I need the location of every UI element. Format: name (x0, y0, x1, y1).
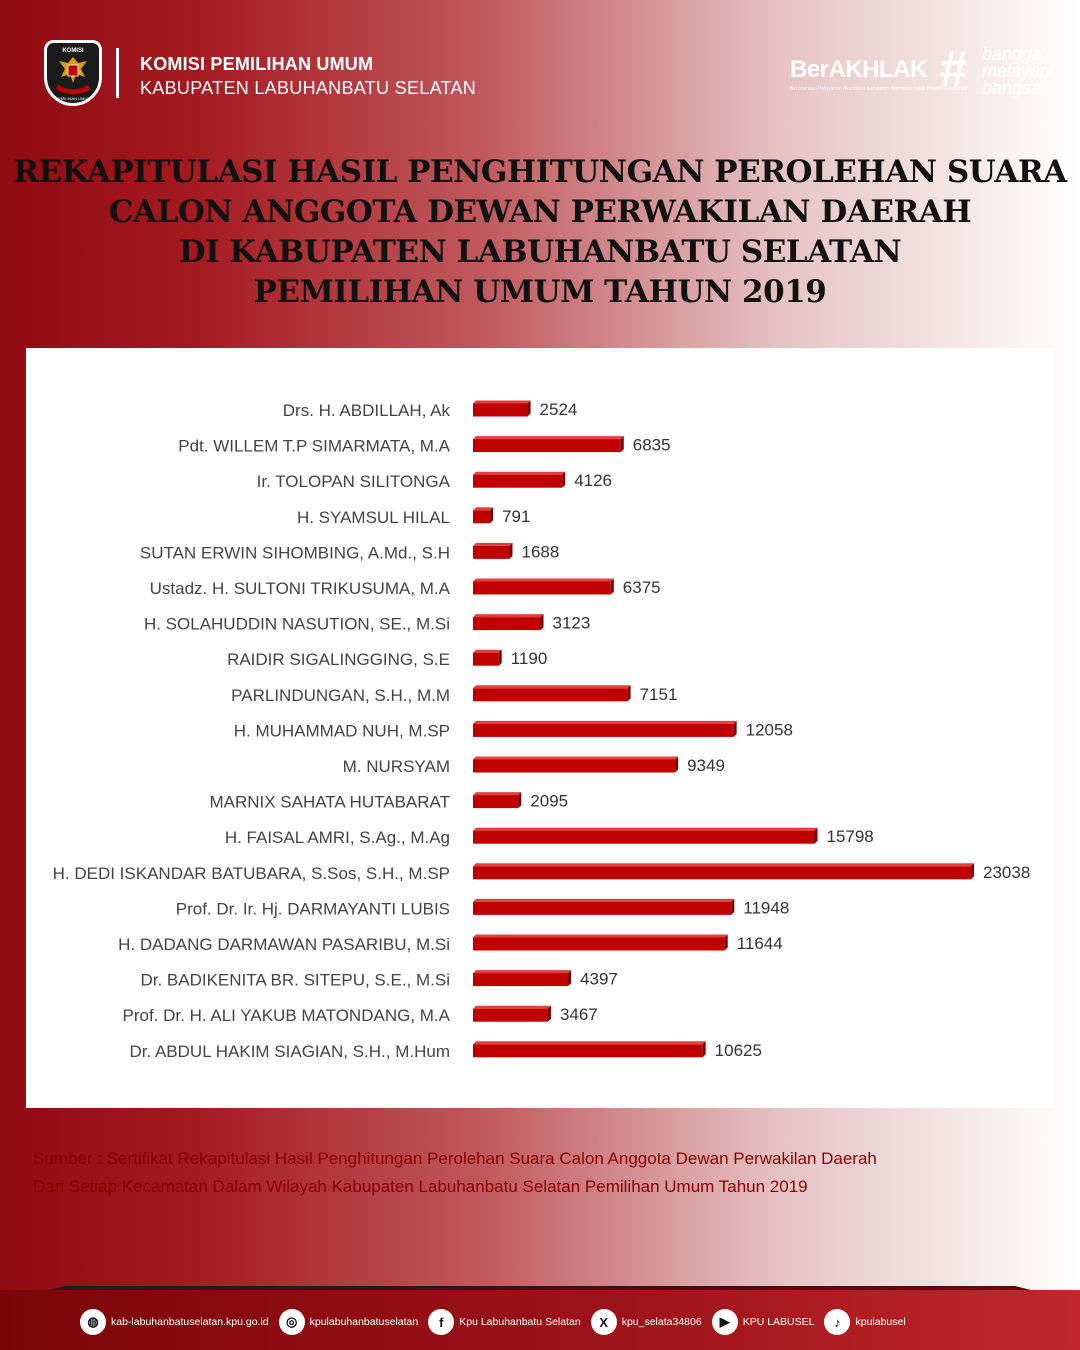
bar-top-face (473, 792, 521, 795)
page-title (0, 152, 1080, 312)
data-label: 11644 (736, 934, 783, 953)
bar-top-face (473, 685, 631, 688)
bar (473, 653, 499, 666)
category-label: H. SYAMSUL HILAL (296, 507, 450, 527)
category-label: H. MUHAMMAD NUH, M.SP (233, 721, 450, 741)
footer-links (80, 1306, 906, 1338)
tiktok-icon: ♪ (824, 1309, 850, 1335)
title-line-2: CALON ANGGOTA DEWAN PERWAKILAN DAERAH (108, 194, 972, 230)
bar (473, 724, 734, 737)
footer-link-label: KPU LABUSEL (742, 1316, 815, 1328)
instagram-icon: ◎ (279, 1309, 305, 1335)
source-line-1: Sumber : Sertifikat Rekapitulasi Hasil Penghitungan Perolehan Suara Calon Anggota Dewan Perwakilan Daerah (33, 1149, 877, 1168)
footer-link-label: Kpu Labuhanbatu Selatan (459, 1316, 581, 1328)
category-label: Pdt. WILLEM T.P SIMARMATA, M.A (178, 436, 450, 456)
bar-top-face (473, 1006, 551, 1009)
bar (473, 439, 621, 452)
org-subtitle: KABUPATEN LABUHANBATU SELATAN (140, 78, 477, 98)
category-label: Ustadz. H. SULTONI TRIKUSUMA, M.A (149, 579, 450, 598)
chart-panel (26, 348, 1054, 1108)
data-label: 3467 (559, 1005, 598, 1025)
bar-top-face (473, 650, 502, 653)
bar (473, 404, 528, 417)
category-label: Dr. BADIKENITA BR. SITEPU, S.E., M.Si (140, 970, 450, 990)
data-label: 15798 (826, 827, 874, 847)
category-label: Prof. Dr. Ir. Hj. DARMAYANTI LUBIS (175, 899, 450, 919)
bar-top-face (473, 757, 678, 760)
category-label: Dr. ABDUL HAKIM SIAGIAN, S.H., M.Hum (129, 1041, 450, 1061)
bangga-melayani-bangsa-slogan (982, 46, 1054, 97)
bar (473, 1009, 548, 1022)
category-label: MARNIX SAHATA HUTABARAT (209, 792, 450, 812)
bar (473, 973, 568, 986)
data-label: 6375 (622, 578, 661, 597)
footer-link-label: kpulabusel (855, 1316, 906, 1328)
title-line-4: PEMILIHAN UMUM TAHUN 2019 (253, 274, 827, 310)
data-label: 2524 (539, 400, 578, 419)
data-label: 791 (502, 506, 531, 526)
berakhlak-logo (790, 41, 1060, 104)
source-note (33, 1145, 1053, 1201)
data-label: 4126 (574, 471, 613, 491)
berakhlak-tagline: Berorientasi Pelayanan Akuntabel Kompeten Harmonis Loyal Adaptif Kolaboratif (790, 86, 968, 92)
bar-top-face (473, 935, 728, 938)
header (0, 0, 1080, 130)
footer-link-label: kpu_selata34806 (621, 1316, 702, 1328)
bar (473, 582, 611, 595)
bar (473, 510, 490, 523)
bar-top-face (473, 614, 544, 617)
garuda-emblem-icon (47, 43, 99, 103)
slogan-line-3: bangsa (982, 78, 1042, 98)
category-label: SUTAN ERWIN SIHOMBING, A.Md., S.H (139, 543, 450, 563)
bar-top-face (473, 472, 565, 475)
bar (473, 866, 971, 879)
bar (473, 546, 509, 559)
bar (473, 475, 562, 488)
bar-top-face (473, 543, 512, 546)
logo-text-top: KOMISI (62, 48, 84, 54)
bar (473, 760, 675, 773)
category-label: PARLINDUNGAN, S.H., M.M (231, 685, 450, 705)
x-icon: X (591, 1309, 617, 1335)
bar-top-face (473, 899, 734, 902)
bar-top-face (473, 1041, 706, 1044)
kpu-logo (44, 40, 102, 106)
category-label: Ir. TOLOPAN SILITONGA (256, 472, 450, 492)
data-label: 12058 (745, 720, 793, 740)
footer-link-label: kab-labuhanbatuselatan.kpu.go.id (111, 1316, 269, 1328)
bar-top-face (473, 721, 737, 724)
bar-chart (26, 348, 1054, 1108)
bar-top-face (473, 401, 531, 404)
source-line-2: Dari Setiap Kecamatan Dalam Wilayah Kabupaten Labuhanbatu Selatan Pemilihan Umum Tahun 2019 (33, 1177, 808, 1196)
data-label: 2095 (530, 791, 569, 811)
berakhlak-wordmark: BerAKHLAK (790, 56, 927, 83)
hashtag-icon: # (940, 41, 968, 97)
bar (473, 938, 725, 951)
category-label: H. DEDI ISKANDAR BATUBARA, S.Sos, S.H., M.SP (52, 863, 450, 883)
data-label: 4397 (580, 969, 618, 989)
data-label: 10625 (714, 1040, 762, 1060)
slogan-line-2: melayani (982, 61, 1055, 81)
data-label: 11948 (743, 898, 790, 918)
category-label: H. SOLAHUDDIN NASUTION, SE., M.Si (143, 614, 450, 634)
category-label: M. NURSYAM (342, 757, 450, 776)
bar-top-face (473, 970, 571, 973)
footer-link[interactable] (80, 1309, 269, 1335)
footer-link[interactable] (591, 1309, 702, 1335)
title-line-3: DI KABUPATEN LABUHANBATU SELATAN (178, 234, 902, 270)
footer-link[interactable] (428, 1309, 580, 1335)
globe-icon: ◍ (80, 1309, 106, 1335)
data-label: 3123 (552, 613, 591, 633)
data-label: 6835 (632, 435, 671, 455)
category-label: H. DADANG DARMAWAN PASARIBU, M.Si (118, 935, 450, 954)
data-label: 23038 (983, 862, 1031, 882)
bar-top-face (473, 828, 817, 831)
bar (473, 831, 814, 844)
footer-link[interactable] (712, 1309, 815, 1335)
data-label: 7151 (639, 684, 678, 704)
bar (473, 1044, 703, 1057)
bar (473, 902, 731, 915)
data-label: 9349 (687, 756, 725, 775)
category-label: Drs. H. ABDILLAH, Ak (282, 401, 450, 420)
data-label: 1190 (510, 649, 548, 669)
footer-link[interactable] (279, 1309, 419, 1335)
data-label: 1688 (521, 542, 560, 562)
bar (473, 617, 541, 630)
youtube-icon: ▶ (712, 1309, 738, 1335)
category-label: H. FAISAL AMRI, S.Ag., M.Ag (224, 828, 450, 848)
footer-link[interactable] (824, 1309, 905, 1335)
category-label: RAIDIR SIGALINGGING, S.E (227, 650, 450, 670)
logo-text-bottom: PEMILIHAN UMUM (55, 96, 91, 101)
bar-top-face (473, 436, 624, 439)
footer-link-label: kpulabuhanbatuselatan (309, 1316, 419, 1328)
bar (473, 795, 518, 808)
category-label: Prof. Dr. H. ALI YAKUB MATONDANG, M.A (122, 1006, 450, 1026)
facebook-icon: f (428, 1309, 454, 1335)
header-divider (116, 48, 119, 98)
org-name: KOMISI PEMILIHAN UMUM (140, 54, 374, 74)
title-line-1: REKAPITULASI HASIL PENGHITUNGAN PEROLEHAN SUARA (13, 154, 1067, 190)
bar-top-face (473, 507, 493, 510)
bar (473, 688, 628, 701)
bar-top-face (473, 579, 614, 582)
bar-top-face (473, 863, 974, 866)
slogan-line-1: bangga (982, 44, 1043, 64)
